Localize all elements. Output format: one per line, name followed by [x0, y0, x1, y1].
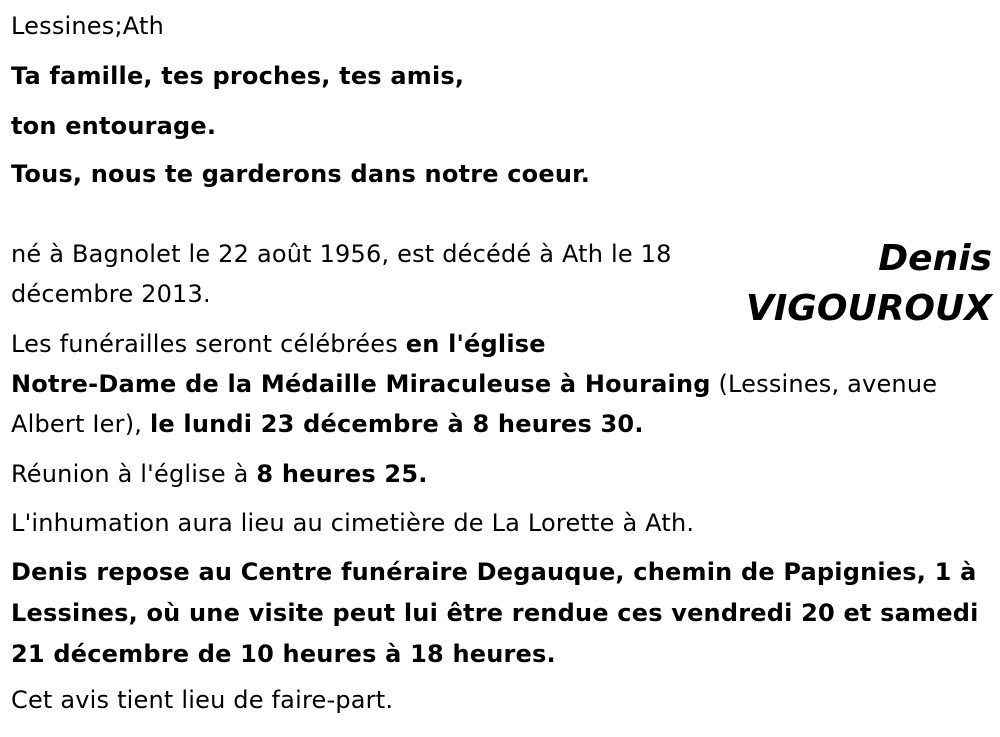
closing-line: Cet avis tient lieu de faire-part.: [11, 686, 394, 714]
verse-line-3: Tous, nous te garderons dans notre coeur.: [11, 160, 591, 188]
birth-death-paragraph: né à Bagnolet le 22 août 1956, est décédé à Ath le 18 décembre 2013.: [11, 240, 672, 308]
reunion-time: 8 heures 25.: [256, 460, 428, 488]
deceased-last-name: VIGOUROUX: [746, 288, 992, 329]
funeral-church-line2: Notre-Dame de la Médaille Miraculeuse à Houraing: [11, 370, 711, 398]
verse-line-2: ton entourage.: [11, 112, 217, 140]
reunion-text: Réunion à l'église à: [11, 460, 257, 488]
burial-paragraph: L'inhumation aura lieu au cimetière de La Lorette à Ath.: [11, 509, 695, 537]
verse-line-1: Ta famille, tes proches, tes amis,: [11, 62, 465, 90]
funeral-address: (Lessines, avenue Albert Ier),: [11, 370, 938, 438]
funeral-paragraph: [11, 324, 986, 444]
repose-paragraph: Denis repose au Centre funéraire Degauque, chemin de Papignies, 1 à Lessines, où une visite peut lui être rendue ces vendredi 20 et samedi 21 décembre de 10 heures à 18 heures.: [11, 558, 979, 668]
funeral-church-line1: en l'église: [405, 330, 546, 358]
funeral-datetime: le lundi 23 décembre à 8 heures 30.: [149, 410, 644, 438]
location-line: Lessines;Ath: [11, 12, 164, 40]
reunion-paragraph: [11, 454, 428, 494]
deceased-first-name: Denis: [878, 238, 992, 279]
deceased-name: [746, 234, 992, 334]
funeral-intro: Les funérailles seront célébrées: [11, 330, 406, 358]
